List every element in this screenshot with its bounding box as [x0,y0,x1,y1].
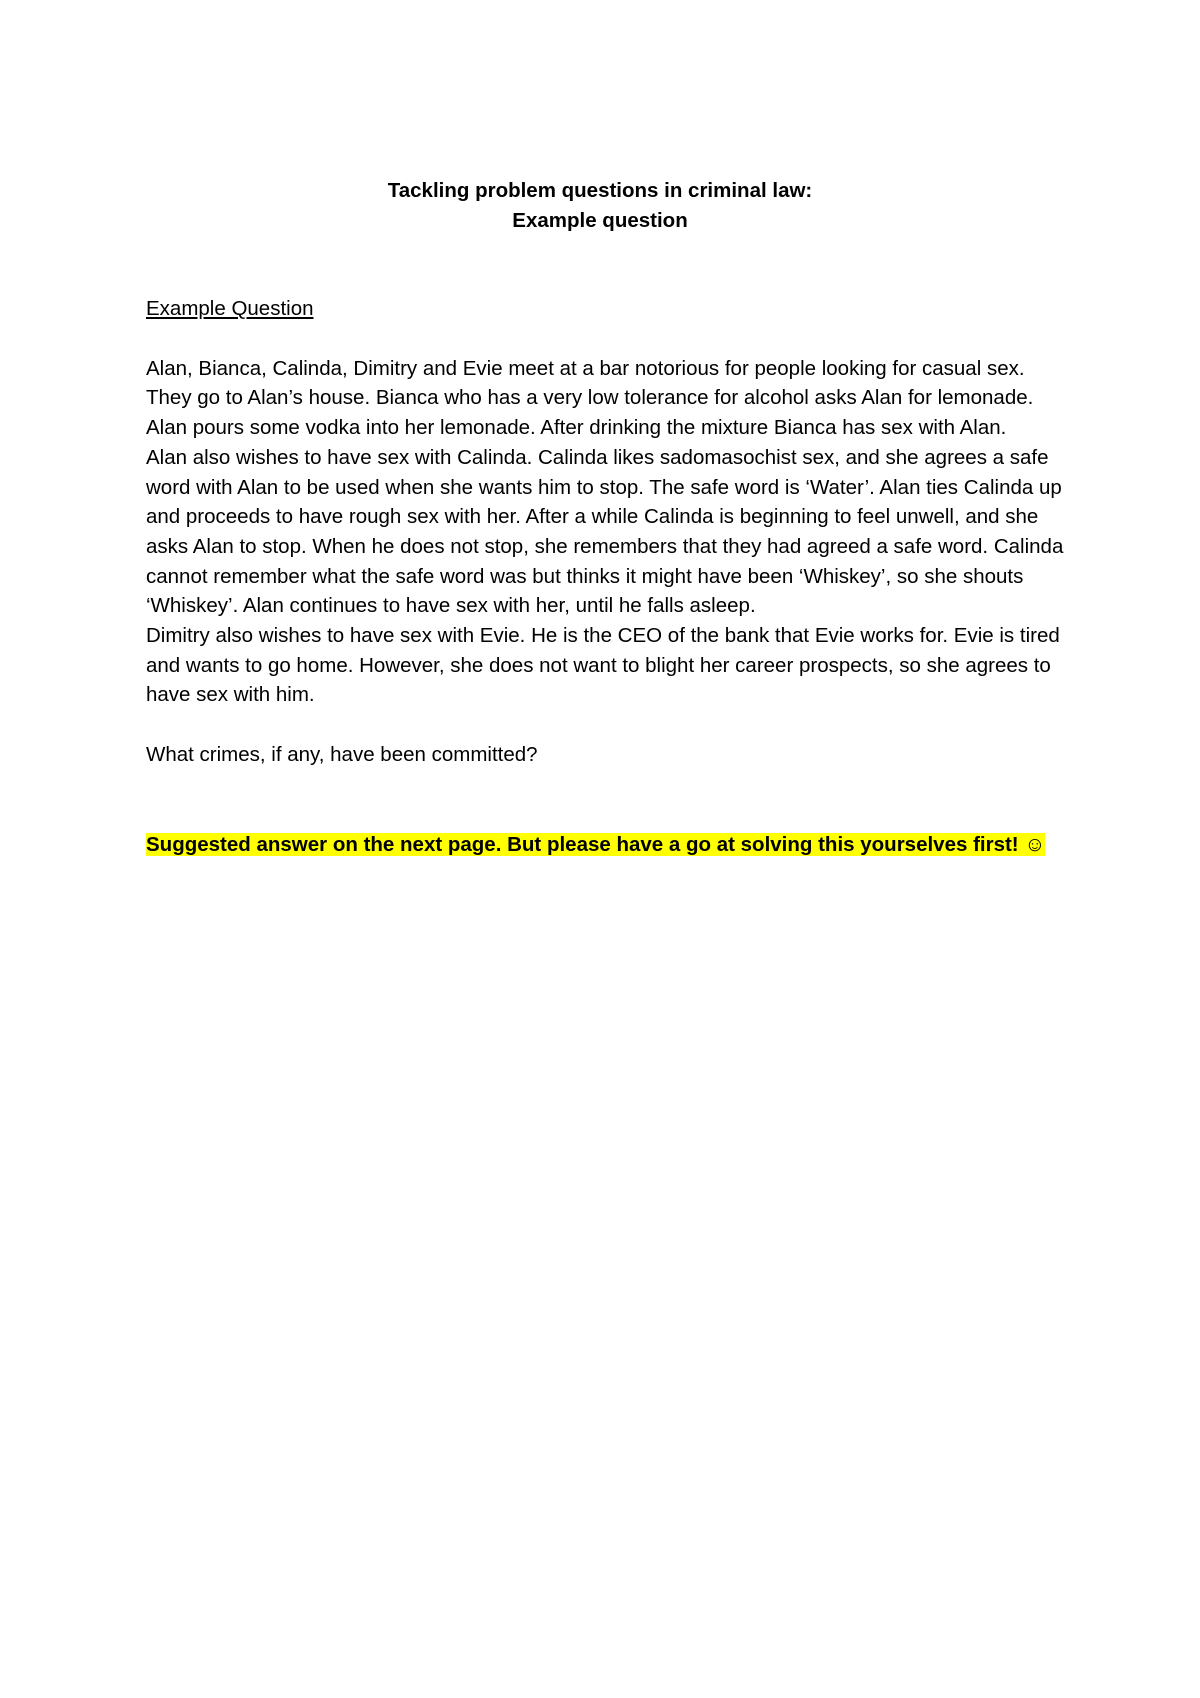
title-line-1: Tackling problem questions in criminal law: [387,179,813,202]
note-text: Suggested answer on the next page. But please have a go at solving this yourselves first! ☺ [146,832,1046,856]
section-heading: Example Question [146,297,314,320]
document-title [0,176,1200,236]
paragraph-bianca: Alan, Bianca, Calinda, Dimitry and Evie meet at a bar notorious for people looking for casual sex. They go to Alan’s house. Bianca who has a very low tolerance for alcohol asks Alan for lemonade. Alan pours some vodka into her lemonade. After drinking the mixture Bianca has sex with Alan. [146,356,1034,440]
paragraph-calinda: Alan also wishes to have sex with Calinda. Calinda likes sadomasochist sex, and she agrees a safe word with Alan to be used when she wants him to stop. The safe word is ‘Water’. Alan ties Calinda up and proceeds to have rough sex with her. After a while Calinda is beginning to feel unwell, and she asks Alan to stop. When he does not stop, she remembers that they had agreed a safe word. Calinda cannot remember what the safe word was but thinks it might have been ‘Whiskey’, so she shouts ‘Whiskey’. Alan continues to have sex with her, until he falls asleep. [146,445,1064,618]
paragraph-evie: Dimitry also wishes to have sex with Evie. He is the CEO of the bank that Evie works for. Evie is tired and wants to go home. However, she does not want to blight her career prospects, so she agrees to have sex with him. [146,624,1060,707]
highlighted-note [146,830,1066,860]
document-body [146,294,1066,860]
question-text: What crimes, if any, have been committed? [146,743,538,767]
title-line-2: Example question [512,209,688,232]
